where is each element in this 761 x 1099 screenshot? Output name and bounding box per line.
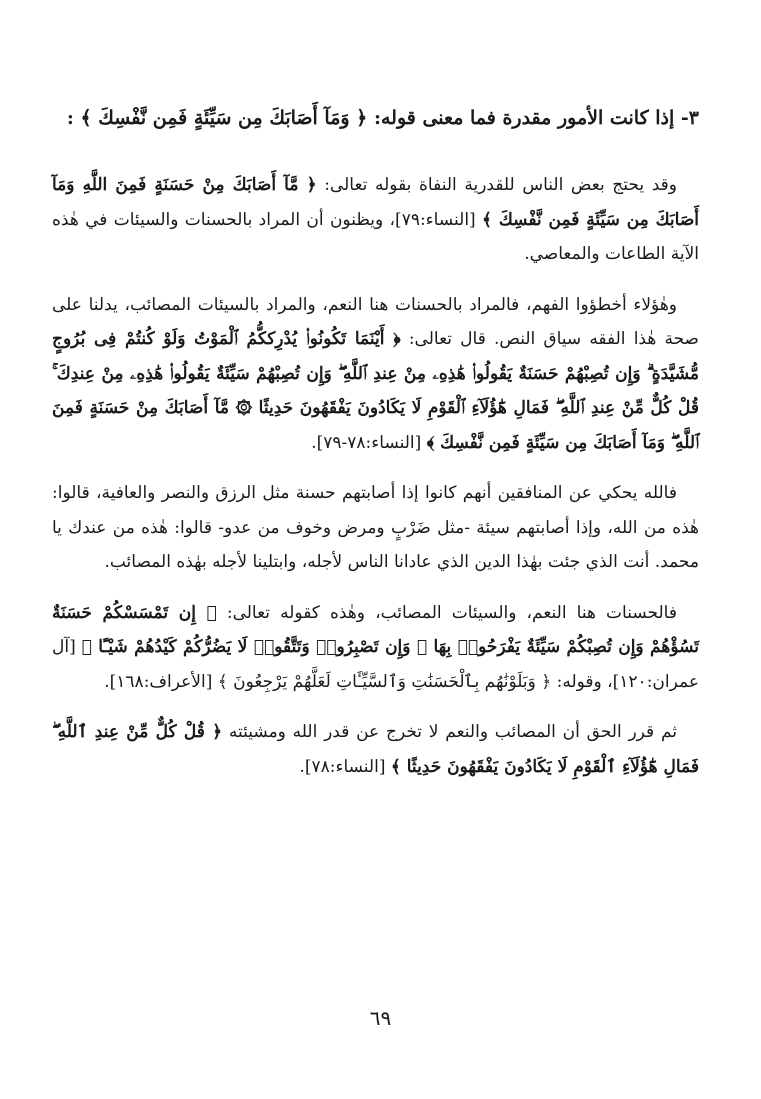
heading-quran-verse: ﴿ وَمَآ أَصَابَكَ مِن سَيِّئَةٍ فَمِن نَّفْسِكَ ﴾	[80, 107, 368, 129]
paragraph-5	[52, 715, 699, 784]
paragraph-4	[52, 596, 699, 700]
question-heading	[52, 96, 699, 140]
quran-verse: ﴿ قُلْ كُلٌّ مِّنْ عِندِ ٱللَّهِ ۖ فَمَالِ هَٰٓؤُلَآءِ ٱلْقَوْمِ لَا يَكَادُونَ يَفْقَهُونَ حَدِيثًا ﴾	[52, 722, 699, 777]
verse-reference: [النساء:٧٨]	[304, 756, 386, 777]
paragraph-text: فالله يحكي عن المنافقين أنهم كانوا إذا أصابتهم حسنة مثل الرزق والنصر والعافية، قالوا: هٰذه من الله، وإذا أصابتهم سيئة -مثل ضَرْبٍ ومرض وخوف من عدو- قالوا: هٰذه من عندك يا محمد. أنت الذي جئت بهٰذا الدين الذي عادانا الناس لأجله، وابتلينا لأجله بهٰذه المصائب.	[52, 483, 699, 572]
paragraph-text: .	[311, 432, 317, 453]
paragraph-text: وهٰؤلاء أخطؤوا الفهم، فالمراد بالحسنات هنا النعم، والمراد بالسيئات المصائب، يدلنا على صحة هٰذا الفقه سياق النص. قال تعالى:	[52, 294, 699, 349]
paragraph-text: وقد يحتج بعض الناس للقدرية النفاة بقوله تعالى:	[324, 175, 677, 195]
paragraph-text: ، وقوله: ﴿ وَبَلَوْنَٰهُم بِٱلْحَسَنَٰتِ وَٱلسَّيِّـَٔاتِ لَعَلَّهُمْ يَرْجِعُونَ ﴾ [الأعراف:١٦٨].	[104, 671, 613, 692]
heading-text: ٣- إذا كانت الأمور مقدرة فما معنى قوله:	[373, 107, 699, 129]
paragraph-2	[52, 288, 699, 461]
page-content	[52, 96, 699, 800]
paragraph-text: .	[299, 756, 305, 777]
paragraph-3	[52, 476, 699, 580]
verse-reference: [آل عمران:١٢٠]	[52, 637, 699, 692]
heading-end: :	[66, 107, 74, 129]
quran-verse: ﴿ أَيْنَمَا تَكُونُوا۟ يُدْرِككُّمُ ٱلْمَوْتُ وَلَوْ كُنتُمْ فِى بُرُوجٍ مُّشَيَّدَةٍ ۗ وَإِن تُصِبْهُمْ حَسَنَةٌ يَقُولُوا۟ هَٰذِهِۦ مِنْ عِندِ ٱللَّهِ ۖ وَإِن تُصِبْهُمْ سَيِّئَةٌ يَقُولُوا۟ هَٰذِهِۦ مِنْ عِندِكَ ۚ قُلْ كُلٌّ مِّنْ عِندِ ٱللَّهِ ۖ فَمَالِ هَٰٓؤُلَآءِ ٱلْقَوْمِ لَا يَكَادُونَ يَفْقَهُونَ حَدِيثًا ۞ مَّآ أَصَابَكَ مِنْ حَسَنَةٍ فَمِنَ ٱللَّهِ ۖ وَمَآ أَصَابَكَ مِن سَيِّئَةٍ فَمِن نَّفْسِكَ ﴾	[52, 329, 699, 453]
paragraph-1	[52, 168, 699, 272]
paragraph-text: ، ويظنون أن المراد بالحسنات والسيئات في هٰذه الآية الطاعات والمعاصي.	[52, 209, 699, 264]
verse-reference: [النساء:٧٨-٧٩]	[316, 432, 422, 453]
verse-reference: [النساء:٧٩]	[395, 209, 476, 230]
quran-verse: ﴿ مَّآ أَصَابَكَ مِنْ حَسَنَةٍ فَمِنَ اللَّهِ وَمَآ أَصَابَكَ مِن سَيِّئَةٍ فَمِن نَّفْسِكَ ﴾	[52, 175, 699, 230]
paragraph-text: ثم قرر الحق أن المصائب والنعم لا تخرج عن قدر الله ومشيئته	[228, 722, 678, 742]
page-number: ٦٩	[369, 1006, 392, 1030]
paragraph-text: فالحسنات هنا النعم، والسيئات المصائب، وهٰذه كقوله تعالى:	[226, 602, 677, 623]
quran-verse: ﴿ إِن تَمْسَسْكُمْ حَسَنَةٌ تَسُؤْهُمْ وَإِن تُصِبْكُمْ سَيِّئَةٌ يَفْرَحُوا۟ بِهَا ۖ وَإِن تَصْبِرُوا۟ وَتَتَّقُوا۟ لَا يَضُرُّكُمْ كَيْدُهُمْ شَيْـًٔا ﴾	[52, 602, 700, 657]
